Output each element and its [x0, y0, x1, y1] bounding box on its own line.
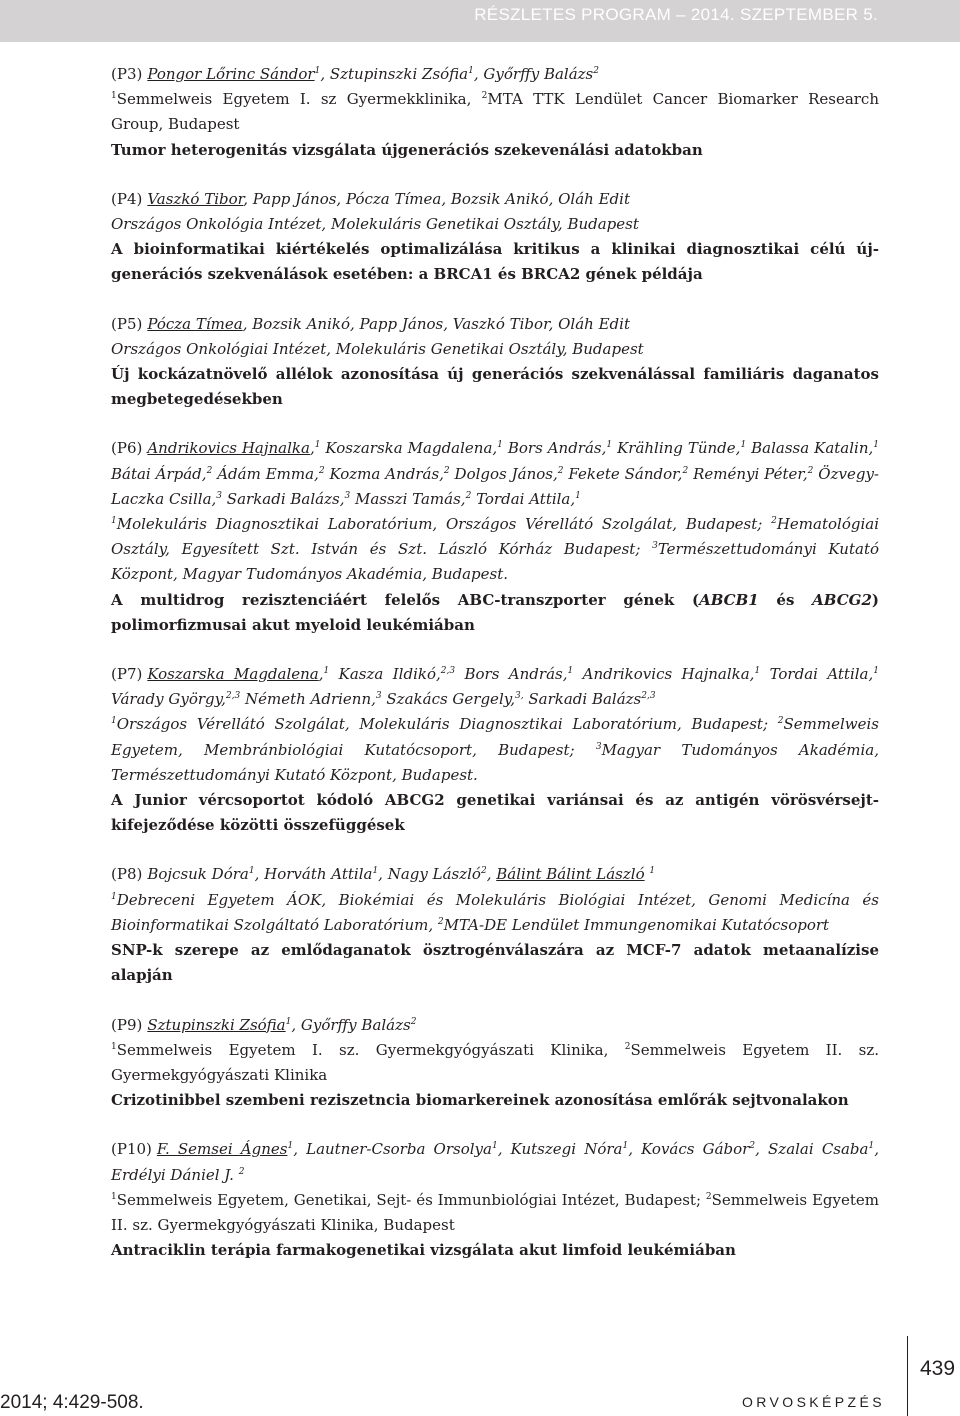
affiliation: Országos Onkológiai Intézet, Molekuláris Genetikai Osztály, Budapest: [111, 339, 644, 358]
abstract-title: Crizotinibbel szembeni reziszetncia biomarkereinek azonosítása emlőrák sejtvonalakon: [111, 1091, 849, 1110]
abstract-title: Tumor heterogenitás vizsgálata újgenerációs szekevenálási adatokban: [111, 140, 703, 159]
presenting-author: Sztupinszki Zsófia: [147, 1015, 286, 1034]
affiliation: $^1$Semmelweis Egyetem I. sz Gyermekklinika, $^2$MTA TTK Lendület Cancer Biomarker Research Group, Budapest: [111, 90, 879, 134]
affiliation: $^1$Semmelweis Egyetem, Genetikai, Sejt- és Immunbiológiai Intézet, Budapest; $^2$Semmelweis Egyetem II. sz. Gyermekgyógyászati Klinika, Budapest: [111, 1190, 879, 1234]
abstract-entry: [111, 862, 879, 988]
citation: 2014; 4:429-508.: [0, 1392, 144, 1413]
author-line: [111, 862, 879, 887]
presenting-author: Koszarska Magdalena: [147, 665, 319, 684]
abstract-entry: [111, 312, 879, 413]
poster-code: (P10): [111, 1140, 152, 1159]
author-line: [111, 1137, 879, 1187]
footer-divider: [907, 1336, 908, 1416]
abstract-title: Antraciklin terápia farmakogenetikai vizsgálata akut limfoid leukémiában: [111, 1241, 736, 1260]
affiliation: $^1$Molekuláris Diagnosztikai Laboratórium, Országos Vérellátó Szolgálat, Budapest; $^2$Hematológiai Osztály, Egyesített Szt. István és Szt. László Kórház Budapest; $^3$Természettudományi Kutató Központ, Magyar Tudományos Akadémia, Budapest.: [111, 515, 879, 584]
presenting-author: Andrikovics Hajnalka: [147, 439, 310, 458]
poster-code: (P7): [111, 665, 143, 684]
presenting-author: Pócza Tímea: [147, 314, 243, 333]
poster-code: (P5): [111, 314, 143, 333]
co-authors: Bojcsuk Dóra$^1$, Horváth Attila$^1$, Nagy László$^2$, Bálint Bálint László $^1$: [147, 865, 656, 884]
author-line: [111, 662, 879, 712]
abstract-entry: [111, 1137, 879, 1263]
author-line: [111, 312, 879, 337]
presenting-author: Vaszkó Tibor: [147, 189, 244, 208]
abstract-entry: [111, 662, 879, 838]
co-authors: , Bozsik Anikó, Papp János, Vaszkó Tibor, Oláh Edit: [242, 314, 630, 333]
poster-code: (P9): [111, 1015, 143, 1034]
affiliation: $^1$Semmelweis Egyetem I. sz. Gyermekgyógyászati Klinika, $^2$Semmelweis Egyetem II. sz. Gyermekgyógyászati Klinika: [111, 1040, 880, 1084]
running-header: RÉSZLETES PROGRAM – 2014. SZEPTEMBER 5.: [474, 5, 878, 24]
abstract-list: [111, 62, 879, 1287]
presenting-author: F. Semsei Ágnes: [156, 1140, 288, 1159]
abstract-title: A multidrog rezisztenciáért felelős ABC-transzporter gének (ABCB1 és ABCG2) polimorfizmusai akut myeloid leukémiában: [111, 590, 879, 634]
poster-code: (P4): [111, 189, 143, 208]
abstract-title: A Junior vércsoportot kódoló ABCG2 genetikai variánsai és az antigén vörösvérsejt-kifejeződése közötti összefüggések: [111, 791, 879, 835]
affiliation: $^1$Debreceni Egyetem ÁOK, Biokémiai és Molekuláris Biológiai Intézet, Genomi Medicína és Bioinformatikai Szolgáltató Laboratórium, $^2$MTA-DE Lendület Immungenomikai Kutatócsoport: [111, 890, 879, 934]
abstract-entry: [111, 62, 879, 163]
co-authors: , Papp János, Pócza Tímea, Bozsik Anikó, Oláh Edit: [243, 189, 630, 208]
co-authors: ,$^1$ Koszarska Magdalena,$^1$ Bors András,$^1$ Krähling Tünde,$^1$ Balassa Katalin,$^1$ Bátai Árpád,$^2$ Ádám Emma,$^2$ Kozma András,$^2$ Dolgos János,$^2$ Fekete Sándor,$^2$ Reményi Péter,$^2$ Özvegy-Laczka Csilla,$^3$ Sarkadi Balázs,$^3$ Masszi Tamás,$^2$ Tordai Attila,$^1$: [111, 439, 880, 508]
co-authors: $^1$, Lautner-Csorba Orsolya$^1$, Kutszegi Nóra$^1$, Kovács Gábor$^2$, Szalai Csaba$^1$, Erdélyi Dániel J. $^2$: [111, 1140, 879, 1184]
poster-code: (P6): [111, 439, 143, 458]
abstract-entry: [111, 187, 879, 288]
poster-code: (P8): [111, 865, 143, 884]
page-number: 439: [920, 1357, 956, 1380]
affiliation: Országos Onkológia Intézet, Molekuláris Genetikai Osztály, Budapest: [111, 215, 639, 234]
author-line: [111, 1013, 879, 1038]
abstract-title: SNP-k szerepe az emlődaganatok ösztrogénválaszára az MCF-7 adatok metaanalízise alapján: [111, 941, 879, 985]
abstract-entry: [111, 436, 879, 638]
presenting-author: Pongor Lőrinc Sándor: [147, 65, 315, 83]
author-line: [111, 187, 879, 212]
co-authors: ,$^1$ Kasza Ildikó,$^{2,3}$ Bors András,$^1$ Andrikovics Hajnalka,$^1$ Tordai Attila,$^1$ Várady György,$^{2,3}$ Németh Adrienn,$^3$ Szakács Gergely,$^{3,}$ Sarkadi Balázs$^{2,3}$: [111, 665, 880, 709]
abstract-title: A bioinformatikai kiértékelés optimalizálása kritikus a klinikai diagnosztikai célú új-generációs szekvenálások esetében: a BRCA1 és BRCA2 gének példája: [111, 240, 879, 284]
affiliation: $^1$Országos Vérellátó Szolgálat, Molekuláris Diagnosztikai Laboratórium, Budapest; $^2$Semmelweis Egyetem, Membránbiológiai Kutatócsoport, Budapest; $^3$Magyar Tudományos Akadémia, Természettudományi Kutató Központ, Budapest.: [111, 715, 880, 784]
author-line: [111, 436, 879, 512]
author-line: [111, 62, 879, 87]
header-bar: [0, 0, 960, 42]
abstract-entry: [111, 1013, 879, 1114]
journal-name: ORVOSKÉPZÉS: [742, 1394, 885, 1410]
abstract-title: Új kockázatnövelő allélok azonosítása új generációs szekvenálással familiáris daganatos megbetegedésekben: [111, 365, 879, 409]
co-authors: $^1$, Győrffy Balázs$^2$: [285, 1015, 417, 1034]
poster-code: (P3): [111, 65, 143, 83]
co-authors: $^1$, Sztupinszki Zsófia$^1$, Győrffy Balázs$^2$: [314, 65, 599, 83]
